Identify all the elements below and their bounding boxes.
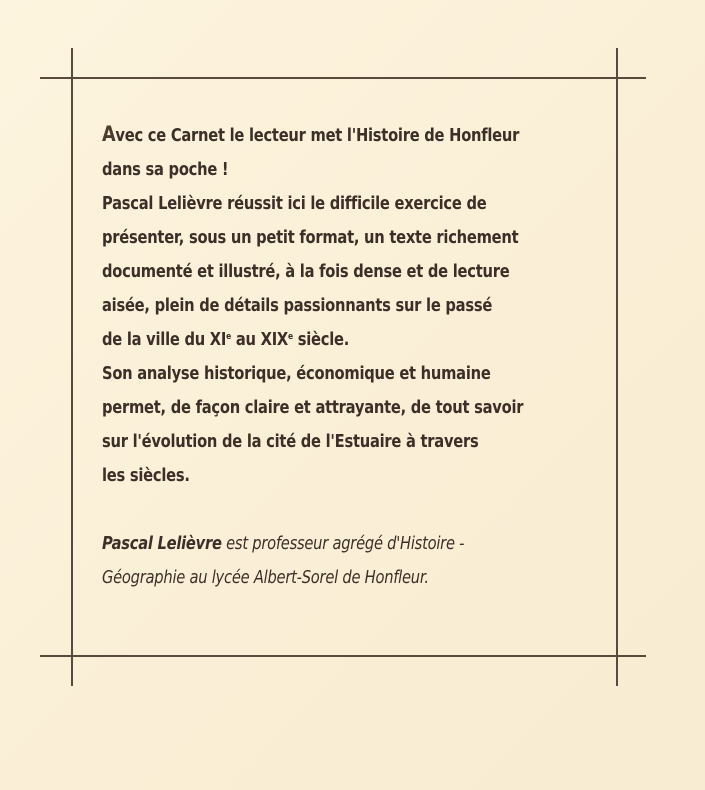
frame-line-right xyxy=(616,48,618,686)
century-before: de la ville du xyxy=(102,330,210,350)
century-start: XI xyxy=(209,330,227,350)
blurb-line-1-text: vec ce Carnet le lecteur met l'Histoire de Honfleur xyxy=(115,126,520,146)
blurb-line-1 xyxy=(102,117,520,153)
author-name: Pascal Lelièvre xyxy=(102,534,222,554)
blurb-line-2: dans sa poche ! xyxy=(102,160,229,180)
blurb-line-4: présenter, sous un petit format, un texte richement xyxy=(102,228,519,248)
blurb-line-11: les siècles. xyxy=(102,466,190,486)
blurb-text xyxy=(102,117,524,595)
author-bio-line-1 xyxy=(102,527,505,561)
author-bio-line-1-rest: est professeur agrégé d'Histoire - xyxy=(221,534,465,554)
century-after: siècle. xyxy=(292,330,350,350)
blurb-line-8: Son analyse historique, économique et humaine xyxy=(102,364,491,384)
blurb-line-5: documenté et illustré, à la fois dense et de lecture xyxy=(102,262,510,282)
blurb-line-3: Pascal Lelièvre réussit ici le difficile exercice de xyxy=(102,194,487,214)
blurb-line-9: permet, de façon claire et attrayante, de tout savoir xyxy=(102,398,524,418)
blurb-line-7 xyxy=(102,323,505,357)
century-middle: au xyxy=(230,330,261,350)
frame-line-left xyxy=(71,48,73,686)
drop-letter: A xyxy=(102,122,116,146)
blurb-line-10: sur l'évolution de la cité de l'Estuaire à travers xyxy=(102,432,479,452)
paragraph-gap xyxy=(102,493,505,527)
century-end-suffix: e xyxy=(288,332,293,342)
century-start-suffix: e xyxy=(226,332,231,342)
author-bio-line-2: Géographie au lycée Albert-Sorel de Honfleur. xyxy=(102,568,429,588)
frame-line-top xyxy=(40,77,646,79)
blurb-line-6: aisée, plein de détails passionnants sur le passé xyxy=(102,296,493,316)
century-end: XIX xyxy=(260,330,289,350)
frame-line-bottom xyxy=(40,655,646,657)
